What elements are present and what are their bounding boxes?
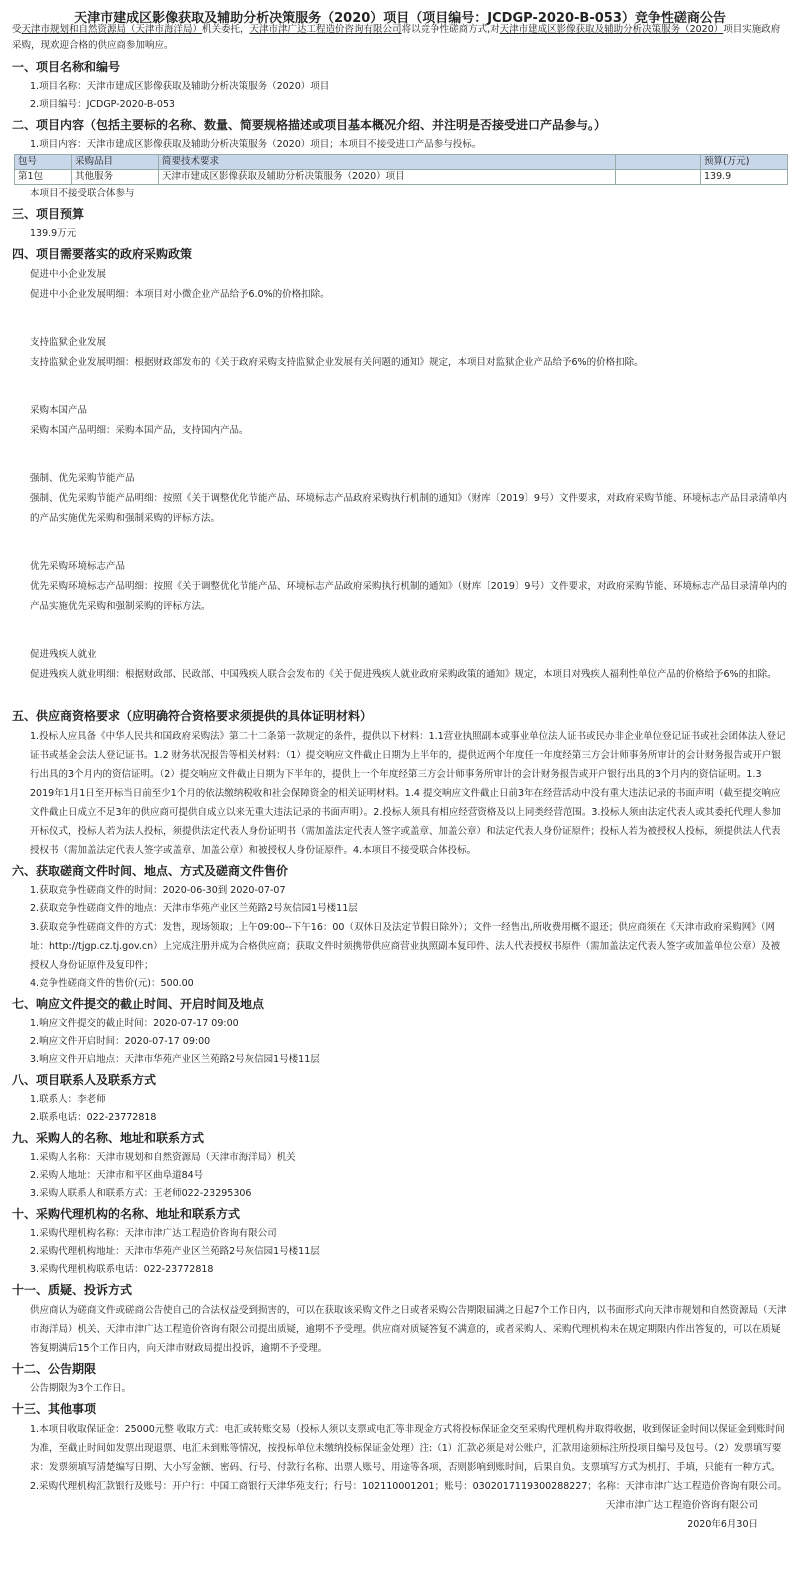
policy-detail: 强制、优先采购节能产品明细：按照《关于调整优化节能产品、环境标志产品政府采购执行机制的通知》（财库〔2019〕9号）文件要求，对政府采购节能、环境标志产品目录清单内的产品实施优先采购和强制采购的评标方法。: [30, 493, 787, 524]
table-cell: [616, 170, 701, 185]
agency-name-line: 1.采购代理机构名称：天津市津广达工程造价咨询有限公司: [30, 1228, 277, 1239]
intro-post: 项目实施政府采购，现欢迎合格的供应商参加响应。: [12, 24, 781, 51]
doc-place-line: 2.获取竞争性磋商文件的地点：天津市华苑产业区兰苑路2号灰信园1号楼11层: [30, 903, 358, 914]
table-cell: 其他服务: [72, 170, 159, 185]
budget-line: 139.9万元: [30, 228, 77, 239]
section-heading-4: 四、项目需要落实的政府采购政策: [12, 247, 193, 261]
contact-person-line: 1.联系人：李老师: [30, 1094, 106, 1105]
section-heading-11: 十一、质疑、投诉方式: [12, 1283, 133, 1297]
opening-time-line: 2.响应文件开启时间：2020-07-17 09:00: [30, 1036, 211, 1047]
purchaser-contact-line: 3.采购人联系人和联系方式：王老师022-23295306: [30, 1188, 252, 1199]
table-header-cell: 预算(万元): [701, 155, 788, 170]
table-header-cell: 采购品目: [72, 155, 159, 170]
table-header-cell: [616, 155, 701, 170]
table-header-row: [15, 155, 788, 170]
policy-title: 促进残疾人就业: [30, 649, 97, 660]
complaint-paragraph: 供应商认为磋商文件或磋商公告使自己的合法权益受到损害的，可以在获取该采购文件之日或者采购公告期限届满之日起7个工作日内，以书面形式向天津市规划和自然资源局（天津市海洋局）机关、天津市津广达工程造价咨询有限公司提出质疑，逾期不予受理。供应商对质疑答复不满意的，或者采购人、采购代理机构未在规定期限内作出答复的，可以在质疑答复期满后15个工作日内，向天津市财政局提出投诉，逾期不予受理。: [30, 1305, 787, 1354]
section-heading-9: 九、采购人的名称、地址和联系方式: [12, 1131, 205, 1145]
qualification-paragraph: 1.投标人应具备《中华人民共和国政府采购法》第二十二条第一款规定的条件，提供以下材料：1.1营业执照副本或事业单位法人证书或民办非企业单位登记证书或社会团体法人登记证书或基金会法人登记证书。1.2 财务状况报告等相关材料：（1）提交响应文件截止日期为上半年的，提供近两个年度任一年度经第三方会计师事务所审计的会计财务报告或开户银行出具的3个月内的资信证明。（2）提交响应文件截止日期为下半年的，提供上一个年度经第三方会计师事务所审计的会计财务报告或开户银行出具的3个月内的资信证明。1.3 2019年1月1日至开标当日前至少1个月的依法缴纳税收和社会保障资金的相关证明材料。1.4 提交响应文件截止日前3年在经营活动中没有重大违法记录的书面声明（截至提交响应文件截止日成立不足3年的供应商可提供自成立以来无重大违法记录的书面声明）。2.投标人须具有相应经营资格及以上同类经营范围。3.投标人须由法定代表人或其委托代理人参加开标仪式，投标人若为法人投标，须提供法定代表人身份证明书（需加盖法定代表人签字或盖章、加盖公章）和法定代表人身份证原件；投标人若为被授权人投标，须提供法人代表授权书（需加盖法定代表人签字或盖章、加盖公章）和被授权人身份证原件。4.本项目不接受联合体投标。: [30, 731, 786, 856]
table-cell: 第1包: [15, 170, 72, 185]
other-matters-paragraph: 1.本项目收取保证金：25000元整 收取方式：电汇或转账交易（投标人须以支票或电汇等非现金方式将投标保证金交至采购代理机构并取得收据，收到保证金时间以保证金到账时间为准，至截止时间如发票出现退票、电汇未到账等情况，按投标单位未缴纳投标保证金处理）注:（1）汇款必须是对公账户，汇款用途须标注所投项目编号及包号。（2）发票填写要求：发票须填写清楚编写日期、大小写金额、密码、行号、付款行名称、出票人账号、用途等各项，否则影响到账时间，后果自负。支票填写方式为机打、手填，只能有一种方式。2.采购代理机构汇款银行及账号：开户行：中国工商银行天津华苑支行；行号：102110001201；账号：0302017119300288227；名称：天津市津广达工程造价咨询有限公司。: [30, 1424, 787, 1492]
policy-detail: 促进残疾人就业明细：根据财政部、民政部、中国残疾人联合会发布的《关于促进残疾人就业政府采购政策的通知》规定，本项目对残疾人福利性单位产品的价格给予6%的扣除。: [30, 669, 777, 680]
intro-mid2: 将以竞争性磋商方式,对: [401, 24, 500, 35]
agency-phone-line: 3.采购代理机构联系电话：022-23772818: [30, 1264, 214, 1275]
agency-address-line: 2.采购代理机构地址：天津市华苑产业区兰苑路2号灰信园1号楼11层: [30, 1246, 320, 1257]
section-heading-10: 十、采购代理机构的名称、地址和联系方式: [12, 1207, 241, 1221]
project-name: 天津市建成区影像获取及辅助分析决策服务（2020）: [499, 24, 724, 35]
consortium-note: 本项目不接受联合体参与: [30, 188, 135, 199]
intro-pre: 受: [12, 24, 22, 35]
section-heading-7: 七、响应文件提交的截止时间、开启时间及地点: [12, 997, 265, 1011]
policy-title: 采购本国产品: [30, 405, 88, 416]
section-heading-2: 二、项目内容（包括主要标的名称、数量、简要规格描述或项目基本概况介绍、并注明是否接受进口产品参与。）: [12, 118, 607, 132]
policy-title: 促进中小企业发展: [30, 269, 107, 280]
doc-time-line: 1.获取竞争性磋商文件的时间：2020-06-30到 2020-07-07: [30, 885, 286, 896]
notice-period-line: 公告期限为3个工作日。: [30, 1383, 132, 1394]
purchaser-name-line: 1.采购人名称：天津市规划和自然资源局（天津市海洋局）机关: [30, 1152, 296, 1163]
project-name-line: 1.项目名称：天津市建成区影像获取及辅助分析决策服务（2020）项目: [30, 81, 330, 92]
signature-date: 2020年6月30日: [687, 1519, 758, 1530]
purchaser-address-line: 2.采购人地址：天津市和平区曲阜道84号: [30, 1170, 204, 1181]
doc-method-line: 3.获取竞争性磋商文件的方式：发售，现场领取；上午09:00--下午16：00（双休日及法定节假日除外）；文件一经售出,所收费用概不退还；供应商须在《天津市政府采购网》（网址：http://tjgp.cz.tj.gov.cn）上完成注册并成为合格供应商；获取文件时须携带供应商营业执照副本复印件、法人代表授权书原件（需加盖法定代表人签字或加盖单位公章）及被授权人身份证原件及复印件；: [30, 922, 781, 971]
project-content-line: 1.项目内容：天津市建成区影像获取及辅助分析决策服务（2020）项目；本项目不接受进口产品参与投标。: [30, 139, 482, 150]
intro-mid1: 机关委托，: [202, 24, 250, 35]
procurement-table: [14, 154, 788, 185]
project-number-line: 2.项目编号：JCDGP-2020-B-053: [30, 99, 175, 110]
table-cell: 139.9: [701, 170, 788, 185]
contact-phone-line: 2.联系电话：022-23772818: [30, 1112, 157, 1123]
table-header-cell: 包号: [15, 155, 72, 170]
policy-detail: 优先采购环境标志产品明细：按照《关于调整优化节能产品、环境标志产品政府采购执行机制的通知》（财库〔2019〕9号）文件要求，对政府采购节能、环境标志产品目录清单内的产品实施优先采购和强制采购的评标方法。: [30, 581, 787, 612]
policy-title: 强制、优先采购节能产品: [30, 473, 135, 484]
section-heading-13: 十三、其他事项: [12, 1402, 97, 1416]
policy-detail: 支持监狱企业发展明细：根据财政部发布的《关于政府采购支持监狱企业发展有关问题的通知》规定，本项目对监狱企业产品给予6%的价格扣除。: [30, 357, 644, 368]
section-heading-3: 三、项目预算: [12, 207, 85, 221]
table-row: [15, 170, 788, 185]
doc-price-line: 4.竞争性磋商文件的售价(元)：500.00: [30, 978, 194, 989]
opening-place-line: 3.响应文件开启地点：天津市华苑产业区兰苑路2号灰信园1号楼11层: [30, 1054, 320, 1065]
policy-detail: 促进中小企业发展明细：本项目对小微企业产品给予6.0%的价格扣除。: [30, 289, 330, 300]
section-heading-5: 五、供应商资格要求（应明确符合资格要求须提供的具体证明材料）: [12, 709, 373, 723]
purchaser-name: 天津市规划和自然资源局（天津市海洋局）: [21, 24, 203, 35]
intro-paragraph: [12, 22, 788, 54]
policy-title: 支持监狱企业发展: [30, 337, 107, 348]
policy-detail: 采购本国产品明细：采购本国产品，支持国内产品。: [30, 425, 249, 436]
signature-org: 天津市津广达工程造价咨询有限公司: [605, 1500, 758, 1511]
page-title: 天津市建成区影像获取及辅助分析决策服务（2020）项目（项目编号：JCDGP-2020-B-053）竞争性磋商公告: [74, 11, 726, 26]
table-cell: 天津市建成区影像获取及辅助分析决策服务（2020）项目: [159, 170, 616, 185]
policy-title: 优先采购环境标志产品: [30, 561, 126, 572]
deadline-line: 1.响应文件提交的截止时间：2020-07-17 09:00: [30, 1018, 239, 1029]
table-header-cell: 简要技术要求: [159, 155, 616, 170]
section-heading-12: 十二、公告期限: [12, 1362, 97, 1376]
section-heading-1: 一、项目名称和编号: [12, 60, 121, 74]
section-heading-6: 六、获取磋商文件时间、地点、方式及磋商文件售价: [12, 864, 289, 878]
section-heading-8: 八、项目联系人及联系方式: [12, 1073, 157, 1087]
agency-name: 天津市津广达工程造价咨询有限公司: [249, 24, 402, 35]
